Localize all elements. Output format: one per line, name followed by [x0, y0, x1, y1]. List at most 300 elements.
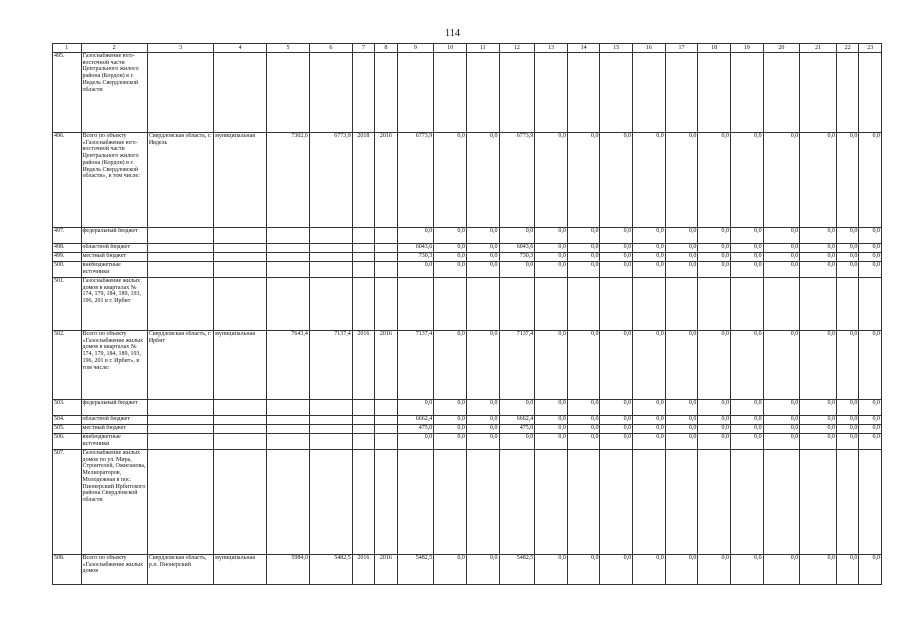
funding-value-col-17: 0,0	[665, 425, 698, 434]
funding-value-col-23: 0,0	[859, 244, 882, 253]
funding-value-col-23: 0,0	[859, 133, 882, 228]
end-year	[375, 434, 397, 450]
ownership-type	[214, 262, 267, 278]
funding-value-col-20: 0,0	[763, 434, 800, 450]
start-year	[352, 244, 374, 253]
funding-value-col-17: 0,0	[665, 416, 698, 425]
funding-value-col-20	[763, 53, 800, 133]
column-number-13: 13	[535, 44, 568, 53]
object-name: Всего по объекту «Газоснабжение жилых домов	[81, 555, 147, 585]
funding-value-col-20: 0,0	[763, 416, 800, 425]
funding-value-col-20: 0,0	[763, 133, 800, 228]
funding-value-col-12: 6773,9	[499, 133, 535, 228]
funding-value-col-12: 7137,4	[499, 331, 535, 400]
funding-value-col-15: 0,0	[600, 416, 633, 425]
funding-value-col-19: 0,0	[730, 253, 763, 262]
funding-value-col-23: 0,0	[859, 262, 882, 278]
funding-value-col-16: 0,0	[633, 400, 666, 416]
ownership-type: муниципальная	[214, 331, 267, 400]
end-year	[375, 450, 397, 555]
funding-value-col-16	[633, 278, 666, 331]
object-name: Газоснабжение жилых домов по ул. Мира, Строителей, Ожиганова, Мелиораторов, Молодежная в пос. Пионерский Ирбитского района Свердловской области	[81, 450, 147, 555]
funding-value-col-10: 0,0	[434, 133, 467, 228]
object-location	[147, 416, 213, 425]
object-name: внебюджетные источники	[81, 262, 147, 278]
funding-value-col-19	[730, 53, 763, 133]
funding-value-col-18: 0,0	[698, 228, 731, 244]
remaining-cost	[309, 400, 352, 416]
remaining-cost	[309, 434, 352, 450]
start-year	[352, 228, 374, 244]
funding-value-col-14: 0,0	[567, 262, 600, 278]
end-year	[375, 416, 397, 425]
start-year	[352, 416, 374, 425]
funding-value-col-12: 0,0	[499, 228, 535, 244]
funding-value-col-22	[836, 53, 858, 133]
investment-table	[52, 43, 882, 585]
funding-value-col-12: 6043,6	[499, 244, 535, 253]
remaining-cost: 6773,9	[309, 133, 352, 228]
funding-value-col-20: 0,0	[763, 400, 800, 416]
funding-value-col-10: 0,0	[434, 228, 467, 244]
table-row	[53, 331, 882, 400]
funding-value-col-12: 6662,4	[499, 416, 535, 425]
funding-value-col-23: 0,0	[859, 416, 882, 425]
funding-value-col-9: 6662,4	[397, 416, 434, 425]
funding-value-col-22: 0,0	[836, 434, 858, 450]
funding-value-col-15: 0,0	[600, 133, 633, 228]
object-location	[147, 278, 213, 331]
table-row	[53, 53, 882, 133]
table-row	[53, 133, 882, 228]
remaining-cost	[309, 244, 352, 253]
funding-value-col-19	[730, 278, 763, 331]
funding-value-col-20: 0,0	[763, 425, 800, 434]
column-number-1: 1	[53, 44, 82, 53]
column-number-row	[53, 44, 882, 53]
estimated-cost	[267, 262, 310, 278]
funding-value-col-14: 0,0	[567, 331, 600, 400]
table-body	[53, 53, 882, 585]
column-number-21: 21	[800, 44, 837, 53]
remaining-cost: 7137,4	[309, 331, 352, 400]
funding-value-col-11	[466, 278, 499, 331]
table-row	[53, 400, 882, 416]
funding-value-col-21: 0,0	[800, 253, 837, 262]
table-row	[53, 416, 882, 425]
funding-value-col-11: 0,0	[466, 434, 499, 450]
funding-value-col-17: 0,0	[665, 555, 698, 585]
funding-value-col-14: 0,0	[567, 244, 600, 253]
funding-value-col-10: 0,0	[434, 331, 467, 400]
estimated-cost	[267, 278, 310, 331]
funding-value-col-21	[800, 278, 837, 331]
funding-value-col-18: 0,0	[698, 555, 731, 585]
table-row	[53, 555, 882, 585]
column-number-22: 22	[836, 44, 858, 53]
funding-value-col-19: 0,0	[730, 133, 763, 228]
funding-value-col-13: 0,0	[535, 253, 568, 262]
funding-value-col-21	[800, 53, 837, 133]
funding-value-col-9: 0,0	[397, 400, 434, 416]
funding-value-col-14: 0,0	[567, 400, 600, 416]
estimated-cost	[267, 244, 310, 253]
ownership-type	[214, 425, 267, 434]
funding-value-col-16: 0,0	[633, 555, 666, 585]
table-row	[53, 228, 882, 244]
funding-value-col-16: 0,0	[633, 228, 666, 244]
funding-value-col-10: 0,0	[434, 253, 467, 262]
funding-value-col-14: 0,0	[567, 133, 600, 228]
funding-value-col-19: 0,0	[730, 262, 763, 278]
estimated-cost: 7302,6	[267, 133, 310, 228]
funding-value-col-11: 0,0	[466, 133, 499, 228]
funding-value-col-15: 0,0	[600, 400, 633, 416]
funding-value-col-13: 0,0	[535, 416, 568, 425]
ownership-type: муниципальная	[214, 133, 267, 228]
estimated-cost	[267, 400, 310, 416]
row-number: 506.	[53, 434, 82, 450]
funding-value-col-22: 0,0	[836, 425, 858, 434]
funding-value-col-21: 0,0	[800, 434, 837, 450]
ownership-type	[214, 434, 267, 450]
funding-value-col-10: 0,0	[434, 425, 467, 434]
object-location: Свердловская область, г. Ивдель	[147, 133, 213, 228]
funding-value-col-15: 0,0	[600, 331, 633, 400]
funding-value-col-11: 0,0	[466, 416, 499, 425]
funding-value-col-21: 0,0	[800, 416, 837, 425]
funding-value-col-22: 0,0	[836, 262, 858, 278]
funding-value-col-22	[836, 278, 858, 331]
funding-value-col-21: 0,0	[800, 400, 837, 416]
funding-value-col-18: 0,0	[698, 331, 731, 400]
funding-value-col-13: 0,0	[535, 262, 568, 278]
funding-value-col-11: 0,0	[466, 555, 499, 585]
funding-value-col-11: 0,0	[466, 400, 499, 416]
start-year	[352, 262, 374, 278]
funding-value-col-21	[800, 450, 837, 555]
remaining-cost	[309, 416, 352, 425]
funding-value-col-13: 0,0	[535, 434, 568, 450]
start-year: 2018	[352, 133, 374, 228]
ownership-type	[214, 244, 267, 253]
funding-value-col-19: 0,0	[730, 244, 763, 253]
column-number-6: 6	[309, 44, 352, 53]
column-number-9: 9	[397, 44, 434, 53]
estimated-cost	[267, 425, 310, 434]
column-number-23: 23	[859, 44, 882, 53]
start-year	[352, 450, 374, 555]
funding-value-col-20: 0,0	[763, 262, 800, 278]
row-number: 507.	[53, 450, 82, 555]
funding-value-col-17: 0,0	[665, 262, 698, 278]
funding-value-col-15	[600, 53, 633, 133]
funding-value-col-10	[434, 278, 467, 331]
funding-value-col-20	[763, 450, 800, 555]
funding-value-col-19: 0,0	[730, 228, 763, 244]
funding-value-col-23	[859, 450, 882, 555]
row-number: 501.	[53, 278, 82, 331]
funding-value-col-12	[499, 278, 535, 331]
funding-value-col-13: 0,0	[535, 244, 568, 253]
funding-value-col-18: 0,0	[698, 434, 731, 450]
row-number: 508.	[53, 555, 82, 585]
funding-value-col-12: 5482,5	[499, 555, 535, 585]
row-number: 504.	[53, 416, 82, 425]
funding-value-col-11: 0,0	[466, 253, 499, 262]
funding-value-col-16: 0,0	[633, 262, 666, 278]
funding-value-col-14	[567, 450, 600, 555]
object-location	[147, 53, 213, 133]
funding-value-col-18: 0,0	[698, 262, 731, 278]
funding-value-col-17: 0,0	[665, 434, 698, 450]
funding-value-col-14: 0,0	[567, 416, 600, 425]
funding-value-col-21: 0,0	[800, 244, 837, 253]
table-row	[53, 425, 882, 434]
object-name: областной бюджет	[81, 244, 147, 253]
column-number-18: 18	[698, 44, 731, 53]
funding-value-col-22: 0,0	[836, 244, 858, 253]
object-name: внебюджетные источники	[81, 434, 147, 450]
funding-value-col-17	[665, 450, 698, 555]
funding-value-col-13	[535, 278, 568, 331]
start-year	[352, 53, 374, 133]
end-year	[375, 425, 397, 434]
funding-value-col-16: 0,0	[633, 434, 666, 450]
ownership-type	[214, 253, 267, 262]
end-year: 2016	[375, 331, 397, 400]
object-name: областной бюджет	[81, 416, 147, 425]
funding-value-col-20: 0,0	[763, 244, 800, 253]
start-year	[352, 278, 374, 331]
start-year	[352, 434, 374, 450]
remaining-cost	[309, 253, 352, 262]
funding-value-col-18: 0,0	[698, 400, 731, 416]
estimated-cost	[267, 253, 310, 262]
funding-value-col-9: 6773,9	[397, 133, 434, 228]
funding-value-col-23: 0,0	[859, 331, 882, 400]
funding-value-col-21: 0,0	[800, 262, 837, 278]
funding-value-col-22: 0,0	[836, 228, 858, 244]
column-number-8: 8	[375, 44, 397, 53]
funding-value-col-16: 0,0	[633, 133, 666, 228]
row-number: 505.	[53, 425, 82, 434]
funding-value-col-19: 0,0	[730, 416, 763, 425]
funding-value-col-18: 0,0	[698, 133, 731, 228]
funding-value-col-14: 0,0	[567, 253, 600, 262]
estimated-cost	[267, 434, 310, 450]
end-year: 2016	[375, 555, 397, 585]
funding-value-col-16: 0,0	[633, 425, 666, 434]
column-number-12: 12	[499, 44, 535, 53]
funding-value-col-22: 0,0	[836, 555, 858, 585]
funding-value-col-16: 0,0	[633, 253, 666, 262]
end-year	[375, 278, 397, 331]
funding-value-col-9: 0,0	[397, 434, 434, 450]
end-year	[375, 244, 397, 253]
funding-value-col-16	[633, 53, 666, 133]
funding-value-col-17: 0,0	[665, 228, 698, 244]
table-row	[53, 434, 882, 450]
object-location	[147, 244, 213, 253]
funding-value-col-12	[499, 450, 535, 555]
table-row	[53, 262, 882, 278]
remaining-cost	[309, 450, 352, 555]
object-location	[147, 400, 213, 416]
funding-value-col-11: 0,0	[466, 425, 499, 434]
funding-value-col-9	[397, 450, 434, 555]
funding-value-col-13	[535, 53, 568, 133]
funding-value-col-23: 0,0	[859, 400, 882, 416]
estimated-cost	[267, 228, 310, 244]
row-number: 500.	[53, 262, 82, 278]
ownership-type	[214, 278, 267, 331]
funding-value-col-12	[499, 53, 535, 133]
funding-value-col-11: 0,0	[466, 244, 499, 253]
funding-value-col-18: 0,0	[698, 244, 731, 253]
funding-value-col-14	[567, 53, 600, 133]
row-number: 495.	[53, 53, 82, 133]
funding-value-col-16: 0,0	[633, 331, 666, 400]
end-year	[375, 228, 397, 244]
funding-value-col-15: 0,0	[600, 253, 633, 262]
funding-value-col-15: 0,0	[600, 228, 633, 244]
funding-value-col-11: 0,0	[466, 262, 499, 278]
row-number: 496.	[53, 133, 82, 228]
funding-value-col-17: 0,0	[665, 331, 698, 400]
funding-value-col-9: 730,3	[397, 253, 434, 262]
funding-value-col-9: 6043,6	[397, 244, 434, 253]
funding-value-col-10	[434, 450, 467, 555]
remaining-cost	[309, 278, 352, 331]
estimated-cost	[267, 53, 310, 133]
funding-value-col-10: 0,0	[434, 262, 467, 278]
funding-value-col-21: 0,0	[800, 555, 837, 585]
funding-value-col-18: 0,0	[698, 425, 731, 434]
object-location: Свердловская область, г. Ирбит	[147, 331, 213, 400]
object-name: федеральный бюджет	[81, 228, 147, 244]
column-number-11: 11	[466, 44, 499, 53]
ownership-type	[214, 53, 267, 133]
funding-value-col-15: 0,0	[600, 262, 633, 278]
funding-value-col-20	[763, 278, 800, 331]
funding-value-col-13: 0,0	[535, 133, 568, 228]
remaining-cost	[309, 262, 352, 278]
end-year	[375, 53, 397, 133]
funding-value-col-18	[698, 278, 731, 331]
funding-value-col-12: 0,0	[499, 400, 535, 416]
funding-value-col-22: 0,0	[836, 253, 858, 262]
table-row	[53, 244, 882, 253]
column-number-10: 10	[434, 44, 467, 53]
column-number-20: 20	[763, 44, 800, 53]
funding-value-col-14: 0,0	[567, 434, 600, 450]
funding-value-col-13: 0,0	[535, 555, 568, 585]
start-year: 2016	[352, 331, 374, 400]
object-location	[147, 434, 213, 450]
end-year: 2016	[375, 133, 397, 228]
funding-value-col-11	[466, 450, 499, 555]
funding-value-col-22: 0,0	[836, 133, 858, 228]
funding-value-col-20: 0,0	[763, 555, 800, 585]
funding-value-col-9: 0,0	[397, 228, 434, 244]
ownership-type: муниципальная	[214, 555, 267, 585]
funding-value-col-16: 0,0	[633, 416, 666, 425]
ownership-type	[214, 228, 267, 244]
funding-value-col-18: 0,0	[698, 416, 731, 425]
funding-value-col-14: 0,0	[567, 228, 600, 244]
column-number-2: 2	[81, 44, 147, 53]
object-location	[147, 228, 213, 244]
funding-value-col-18: 0,0	[698, 253, 731, 262]
table-row	[53, 253, 882, 262]
column-number-14: 14	[567, 44, 600, 53]
funding-value-col-19: 0,0	[730, 555, 763, 585]
remaining-cost	[309, 425, 352, 434]
funding-value-col-11: 0,0	[466, 331, 499, 400]
object-name: Газоснабжение юго-восточной части Центрального жилого района (Кордон) в г. Ивдель Свердловской области	[81, 53, 147, 133]
funding-value-col-10: 0,0	[434, 244, 467, 253]
funding-value-col-14	[567, 278, 600, 331]
object-name: местный бюджет	[81, 425, 147, 434]
funding-value-col-23	[859, 278, 882, 331]
column-number-5: 5	[267, 44, 310, 53]
funding-value-col-17	[665, 278, 698, 331]
funding-value-col-21: 0,0	[800, 228, 837, 244]
column-number-15: 15	[600, 44, 633, 53]
column-number-4: 4	[214, 44, 267, 53]
funding-value-col-19: 0,0	[730, 425, 763, 434]
ownership-type	[214, 416, 267, 425]
funding-value-col-19: 0,0	[730, 331, 763, 400]
object-name: федеральный бюджет	[81, 400, 147, 416]
column-number-7: 7	[352, 44, 374, 53]
column-number-17: 17	[665, 44, 698, 53]
start-year	[352, 425, 374, 434]
funding-value-col-22	[836, 450, 858, 555]
funding-value-col-23	[859, 53, 882, 133]
funding-value-col-17: 0,0	[665, 253, 698, 262]
funding-value-col-19	[730, 450, 763, 555]
row-number: 499.	[53, 253, 82, 262]
funding-value-col-9: 475,0	[397, 425, 434, 434]
start-year	[352, 253, 374, 262]
funding-value-col-10	[434, 53, 467, 133]
funding-value-col-17: 0,0	[665, 400, 698, 416]
funding-value-col-10: 0,0	[434, 434, 467, 450]
column-number-16: 16	[633, 44, 666, 53]
table-row	[53, 450, 882, 555]
funding-value-col-23: 0,0	[859, 555, 882, 585]
funding-value-col-19: 0,0	[730, 400, 763, 416]
funding-value-col-9	[397, 278, 434, 331]
funding-value-col-17: 0,0	[665, 133, 698, 228]
funding-value-col-13	[535, 450, 568, 555]
remaining-cost	[309, 53, 352, 133]
funding-value-col-20: 0,0	[763, 228, 800, 244]
funding-value-col-23: 0,0	[859, 425, 882, 434]
end-year	[375, 400, 397, 416]
object-location: Свердловская область, р.п. Пионерский	[147, 555, 213, 585]
funding-value-col-18	[698, 450, 731, 555]
table-row	[53, 278, 882, 331]
funding-value-col-16: 0,0	[633, 244, 666, 253]
row-number: 498.	[53, 244, 82, 253]
object-name: Всего по объекту «Газоснабжение юго-восточной части Центрального жилого района (Кордон) в г. Ивдель Свердловской области», в том числе:	[81, 133, 147, 228]
end-year	[375, 262, 397, 278]
estimated-cost: 5984,0	[267, 555, 310, 585]
row-number: 497.	[53, 228, 82, 244]
